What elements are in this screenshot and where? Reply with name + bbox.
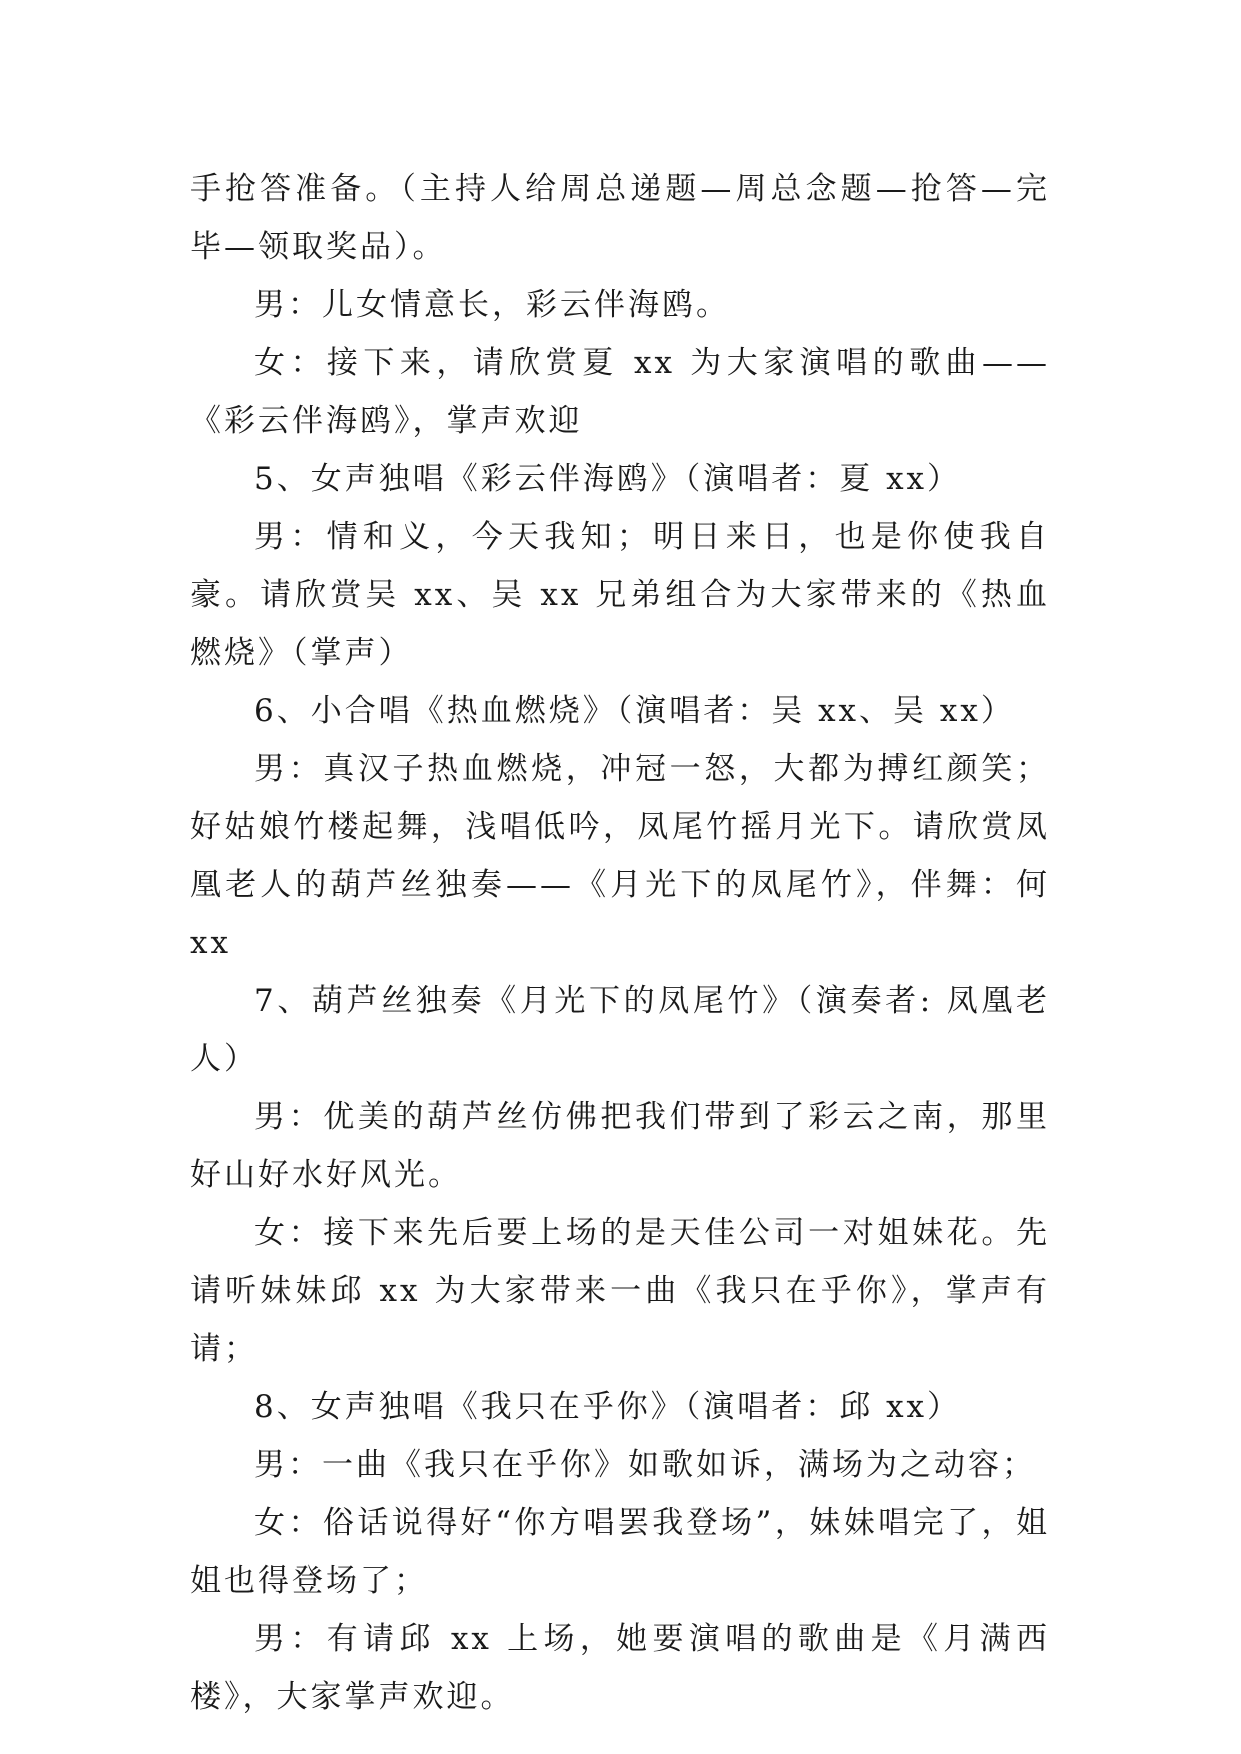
paragraph: 女：接下来先后要上场的是天佳公司一对姐妹花。先请听妹妹邱 xx 为大家带来一曲《我只在乎你》，掌声有请； (190, 1215, 1050, 1367)
paragraph: 男：真汉子热血燃烧，冲冠一怒，大都为搏红颜笑；好姑娘竹楼起舞，浅唱低吟，凤尾竹摇月光下。请欣赏凤凰老人的葫芦丝独奏——《月光下的凤尾竹》，伴舞：何 xx (190, 751, 1050, 961)
paragraph: 女：俗话说得好“你方唱罢我登场”，妹妹唱完了，姐姐也得登场了； (190, 1505, 1050, 1599)
program-item: 7、葫芦丝独奏《月光下的凤尾竹》（演奏者: 凤凰老人） (190, 983, 1050, 1077)
paragraph: 男：情和义，今天我知；明日来日，也是你使我自豪。请欣赏吴 xx、吴 xx 兄弟组合为大家带来的《热血燃烧》（掌声） (190, 519, 1050, 671)
paragraph: 女：接下来，请欣赏夏 xx 为大家演唱的歌曲——《彩云伴海鸥》，掌声欢迎 (190, 345, 1050, 439)
paragraph: 手抢答准备。（主持人给周总递题—周总念题—抢答—完毕—领取奖品）。 (190, 171, 1050, 265)
paragraph: 男：儿女情意长，彩云伴海鸥。 (254, 287, 730, 323)
program-item: 5、女声独唱《彩云伴海鸥》（演唱者：夏 xx） (254, 461, 962, 497)
program-item: 6、小合唱《热血燃烧》（演唱者：吴 xx、吴 xx） (254, 693, 1015, 729)
paragraph: 男：一曲《我只在乎你》如歌如诉，满场为之动容； (254, 1447, 1036, 1483)
paragraph: 男：有请邱 xx 上场，她要演唱的歌曲是《月满西楼》，大家掌声欢迎。 (190, 1621, 1050, 1715)
document-body (190, 160, 1050, 1726)
program-item: 8、女声独唱《我只在乎你》（演唱者：邱 xx） (254, 1389, 962, 1425)
paragraph: 男：优美的葫芦丝仿佛把我们带到了彩云之南，那里好山好水好风光。 (190, 1099, 1050, 1193)
